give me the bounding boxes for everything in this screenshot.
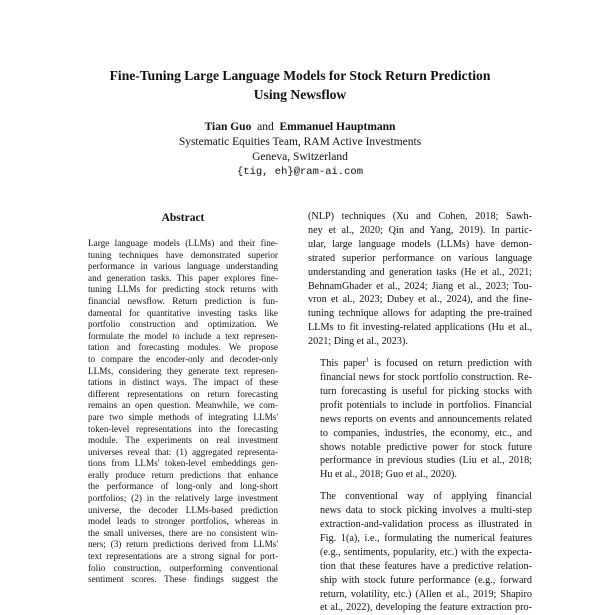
text-line: ship with stock future performance (e.g., forward [320,574,532,586]
paragraph-start: This paper [320,358,366,370]
author-and: and [257,121,274,133]
text-line: tuning techniques have demonstrated superior [88,249,278,260]
text-line: et al., 2022), developing the feature extraction pro- [320,602,532,614]
text-line: portfolios; (2) in the relatively large investment [88,493,278,504]
text-line: return, volatility, etc.) (Allen et al., 2019; Shapiro [320,588,532,600]
text-line: the small universes, there are no consistent win- [88,527,278,538]
author-block [40,120,560,180]
text-line: token-level representations into the forecasting [88,423,278,434]
title-line: Fine-Tuning Large Language Models for Stock Return Prediction [109,68,491,83]
text-line: tion that these features have a predictive relation- [320,560,532,572]
text-line: shows notable predictive power for stock future [320,441,532,453]
text-line: damental for quantitative investing tasks like [88,307,278,318]
text-line: (e.g., sentiments, popularity, etc.) with the expecta- [320,546,532,558]
text-line: LLMs, considering they generate text represen- [88,365,278,376]
text-line: strated superior performance on various language [308,252,532,264]
text-line: folio construction, outperforming conventional [88,562,278,573]
text-line: performance in previous studies (Liu et al., 2018; [320,455,532,467]
title-line: Using Newsflow [253,87,347,102]
location: Geneva, Switzerland [252,151,348,163]
intro-paragraph-2 [308,357,532,482]
text-line: remains an open question. Meanwhile, we com- [88,400,278,411]
author-1: Tian Guo [204,121,252,133]
author-2: Emmanuel Hauptmann [279,121,396,133]
text-line: sentiment scores. These findings suggest the [88,574,278,585]
text-line: profit potentials to include in portfolios. Financial [320,399,532,411]
text-line: LLMs to fit investing-related applications (Hu et al., [308,322,532,334]
paper-title [40,66,560,104]
text-line [308,357,532,371]
text-line: tuning technique allows for adapting the pre-trained [308,308,532,320]
text-line: text representations are a strong signal for port- [88,551,278,562]
text-line: universes reveal that: (1) aggregated representa- [88,446,278,457]
text-line: the performance of long-only and long-short [88,481,278,492]
text-line: ners; (3) return predictions derived from LLMs' [88,539,278,550]
text-line: tuning LLMs for predicting stock returns with [88,284,278,295]
text-line: (NLP) techniques (Xu and Cohen, 2018; Sawh- [308,211,532,222]
abstract-body [88,238,278,586]
text-line: vron et al., 2023; Dubey et al., 2024), and the fine- [308,294,532,306]
text-line: extraction-and-validation process as illustrated in [320,519,532,531]
text-line: erally produce return predictions that enhance [88,469,278,480]
intro-paragraph-1 [308,210,532,349]
text-line: financial newsflow. Return prediction is fun- [88,295,278,306]
text-line: ular, large language models (LLMs) have demon- [308,238,532,250]
text-line: different representations on return forecasting [88,388,278,399]
text-line: Large language models (LLMs) and their fine- [88,238,278,248]
text-line: tions from LLMs' token-level embeddings gen- [88,458,278,469]
text-line: news reports on events and announcements related [320,413,532,425]
text-line: to compare the encoder-only and decoder-only [88,353,278,364]
text-line: understanding and generation tasks (He et al., 2021; [308,266,532,278]
text-line: model leads to stronger portfolios, whereas in [88,516,278,527]
text-line: performance in various language understanding [88,261,278,272]
text-line: Hu et al., 2018; Guo et al., 2020). [320,469,457,481]
text-line: ney et al., 2020; Qin and Yang, 2019). In partic- [308,224,532,236]
author-names [40,120,560,135]
text-line: tations in distinct ways. The impact of these [88,377,278,388]
text-line: universe, the decoder LLMs-based prediction [88,504,278,515]
text-line: financial news for stock portfolio construction. Re- [320,371,532,383]
text-line: BehnamGhader et al., 2024; Jiang et al., 2023; Tou- [308,280,532,292]
text-line: turn forecasting is useful for picking stocks with [320,385,532,397]
text-line: Fig. 1(a), i.e., formulating the numerical features [320,532,532,544]
right-column [308,210,532,615]
text-line: module. The experiments on real investment [88,435,278,446]
text-line: formulate the model to include a text represen- [88,330,278,341]
text-line: The conventional way of applying financial [320,491,532,503]
email: {tig, eh}@ram-ai.com [236,166,364,178]
text-line: 2021; Ding et al., 2023). [308,336,408,348]
affiliation: Systematic Equities Team, RAM Active Investments [178,136,422,148]
text-line: pare two simple methods of integrating LLMs' [88,411,278,422]
text-line: news data to stock picking involves a multi-step [320,505,532,517]
abstract-heading: Abstract [161,212,205,224]
text-line: portfolio construction and optimization. We [88,319,278,330]
intro-paragraph-3 [308,490,532,615]
paragraph-start-rest: is focused on return prediction with [369,358,532,370]
footnote-mark: 1 [365,356,370,364]
text-line: to companies, industries, the economy, etc., and [320,427,532,439]
text-line: and generation tasks. This paper explores fine- [88,272,278,283]
text-line: tation and forecasting modules. We propose [88,342,278,353]
